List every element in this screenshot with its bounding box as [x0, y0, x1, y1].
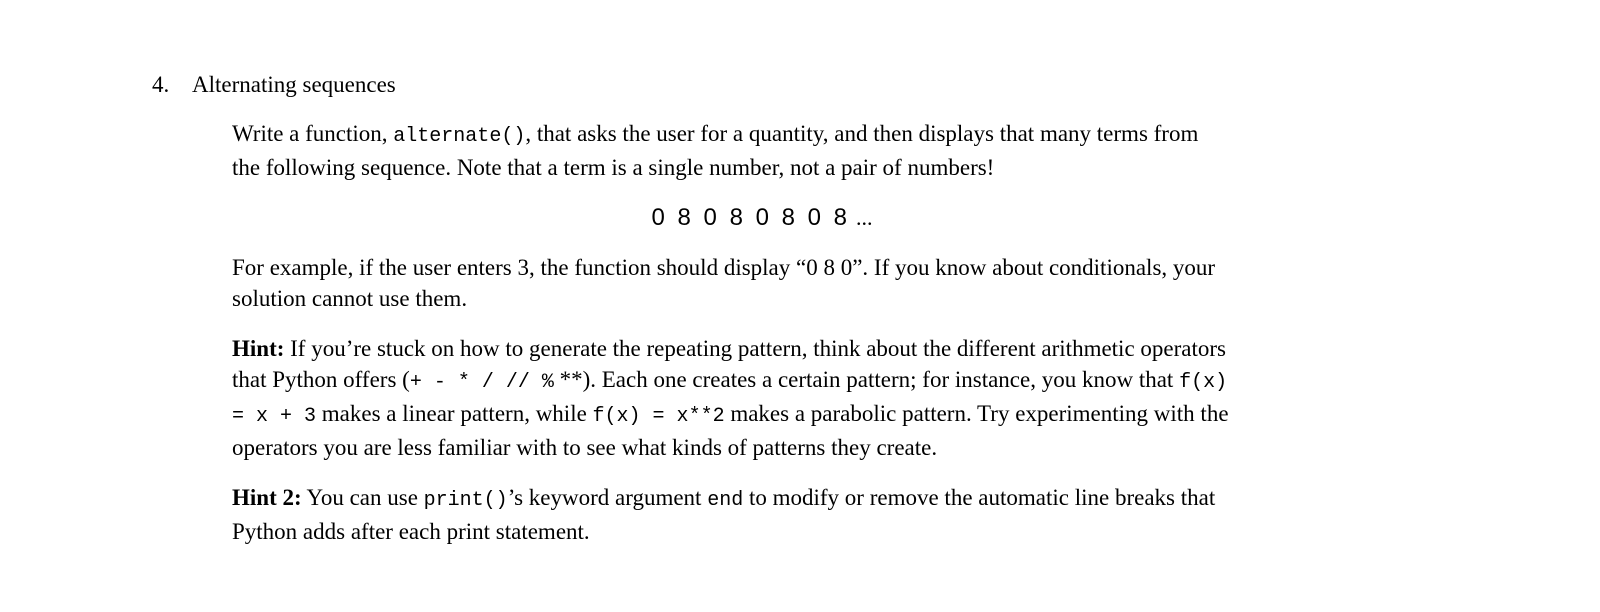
example-paragraph	[232, 252, 1232, 314]
end-keyword-code: end	[707, 489, 744, 512]
sequence-digits: 0 8 0 8 0 8 0 8	[651, 204, 850, 231]
operators-code: + - * / // %	[409, 371, 554, 394]
hint-2-paragraph	[232, 482, 1232, 547]
problem-body	[232, 118, 1232, 566]
instructions-text-2: , that asks the user for a quantity, and then displays that many terms from the following sequence. Note that a term is a single number, not a pair of numbers!	[232, 121, 1199, 180]
problem-heading	[152, 71, 396, 99]
linear-example-code: f(x) = x + 3	[232, 371, 1228, 428]
hint-label: Hint:	[232, 336, 285, 361]
hint-text-3: makes a linear pattern, while	[316, 401, 593, 426]
hint-2-text-1: You can use	[301, 485, 424, 510]
hint-2-text-3: to modify or remove the automatic line breaks that Python adds after each print statement.	[232, 485, 1216, 544]
problem-title: Alternating sequences	[192, 72, 396, 97]
sequence-display	[232, 202, 1232, 233]
hint-text-4: makes a parabolic pattern. Try experimenting with the operators you are less familiar with to see what kinds of patterns they create.	[232, 401, 1229, 460]
hint-paragraph	[232, 333, 1232, 463]
hint-2-label: Hint 2:	[232, 485, 302, 510]
hint-2-text-2: ’s keyword argument	[507, 485, 708, 510]
instructions-paragraph	[232, 118, 1232, 183]
hint-text-1: If you’re stuck on how to generate the repeating pattern, think about the different arithmetic operators that Python offers (	[232, 336, 1226, 392]
problem-number: 4.	[152, 72, 170, 97]
example-text: For example, if the user enters 3, the function should display “0 8 0”. If you know about conditionals, your solution cannot use them.	[232, 255, 1216, 311]
function-name-code: alternate()	[393, 125, 526, 148]
hint-text-2: **). Each one creates a certain pattern; for instance, you know that	[553, 367, 1180, 392]
print-function-code: print()	[423, 489, 508, 512]
instructions-text-1: Write a function,	[232, 121, 394, 146]
parabolic-example-code: f(x) = x**2	[592, 405, 725, 428]
sequence-ellipsis: ...	[855, 205, 873, 230]
